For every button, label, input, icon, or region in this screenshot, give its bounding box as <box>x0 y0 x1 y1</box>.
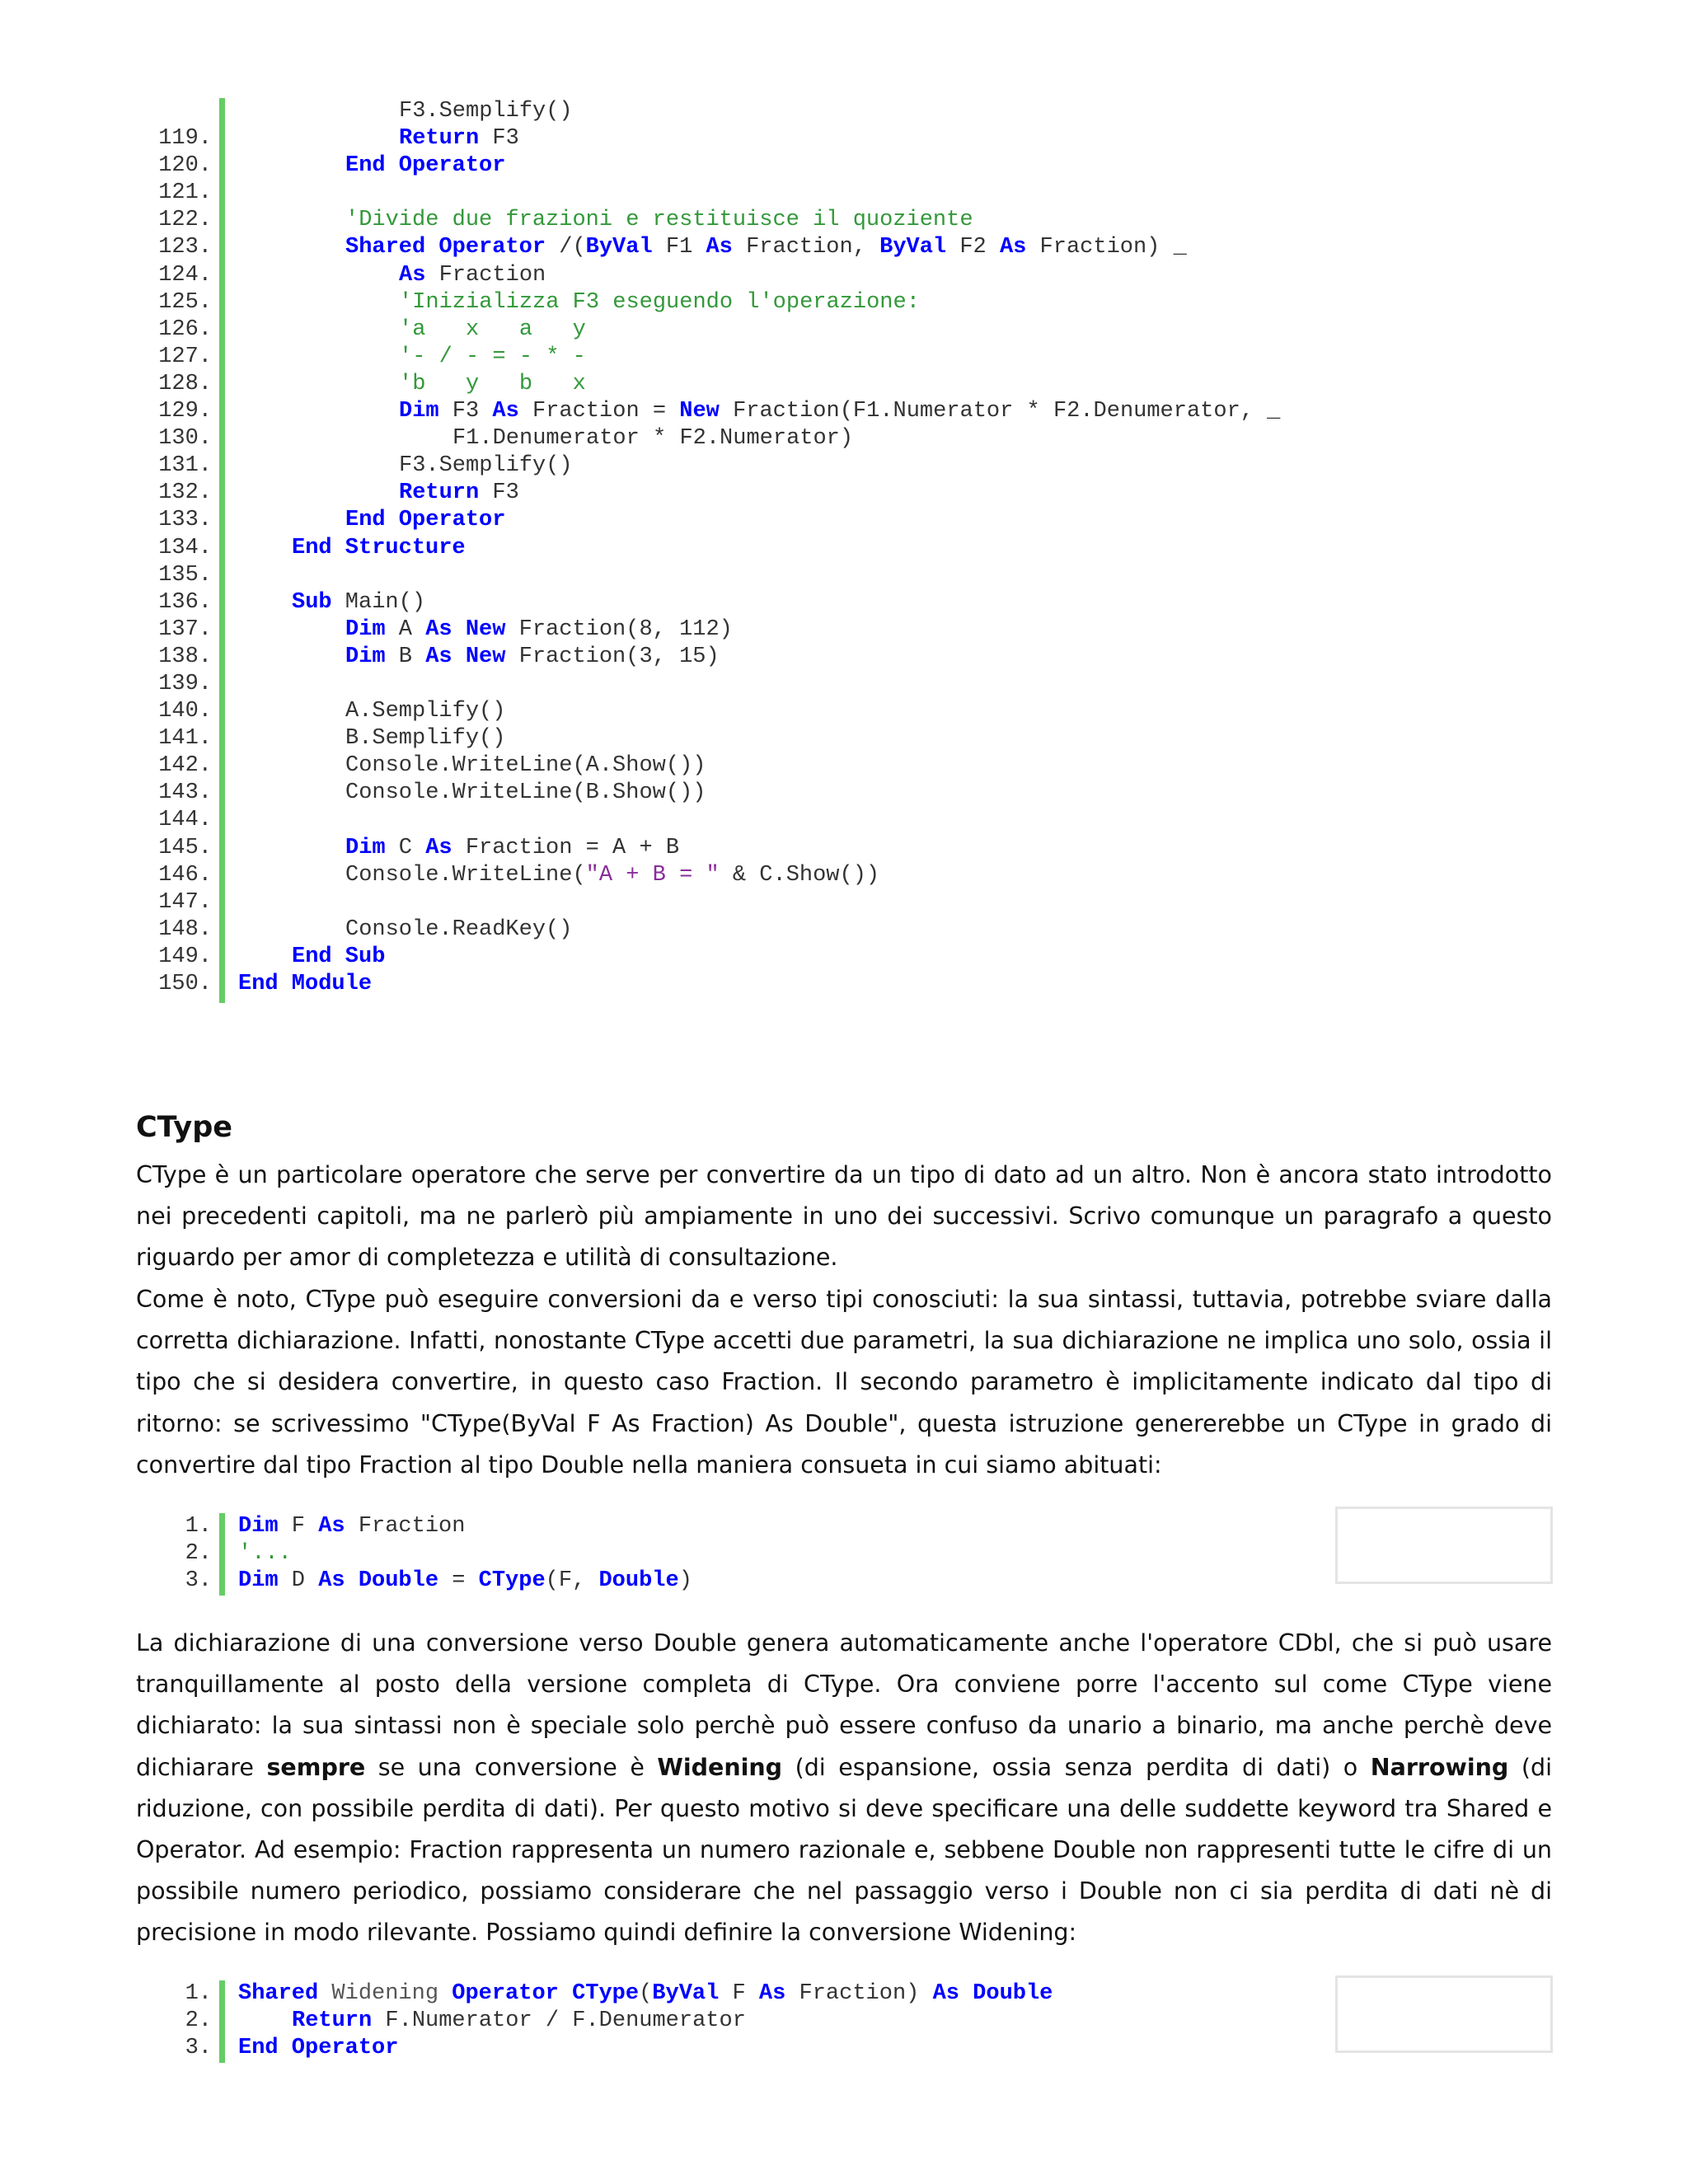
code-token: Fraction) _ <box>1026 235 1187 260</box>
code-token: Fraction(8, 112) <box>505 616 733 642</box>
line-number: 2. <box>185 2008 212 2034</box>
code-line <box>0 98 1688 125</box>
code-text <box>399 289 920 316</box>
code-keyword: As Double <box>932 1981 1053 2006</box>
line-number: 145. <box>158 835 212 860</box>
line-number: 120. <box>158 153 212 179</box>
code-token: F3 <box>438 399 493 424</box>
code-keyword: As <box>706 235 733 260</box>
line-number: 119. <box>158 126 212 152</box>
code-keyword: As New <box>425 644 506 669</box>
code-text <box>292 589 425 616</box>
line-number: 127. <box>158 344 212 369</box>
code-token: F3 <box>479 480 519 506</box>
code-keyword: CType <box>478 1568 546 1594</box>
code-line <box>0 480 1688 507</box>
code-line <box>0 862 1688 889</box>
code-comment: 'a x a y <box>399 316 586 342</box>
line-number: 1. <box>185 1981 212 2006</box>
code-keyword: Double <box>358 1568 439 1594</box>
code-token: Widening <box>318 1981 452 2006</box>
code-text <box>345 916 572 944</box>
line-number: 136. <box>158 589 212 615</box>
line-number: 147. <box>158 889 212 915</box>
line-number: 3. <box>185 2036 212 2061</box>
code-text <box>345 234 1187 261</box>
code-keyword: Return <box>292 2008 373 2034</box>
code-line <box>0 125 1688 152</box>
line-number: 126. <box>158 316 212 342</box>
emphasis-sempre: sempre <box>266 1753 366 1781</box>
code-token: = <box>438 1568 479 1594</box>
code-line <box>0 262 1688 289</box>
code-text <box>292 944 385 971</box>
line-number: 143. <box>158 780 212 806</box>
code-line <box>0 316 1688 344</box>
code-keyword: End Module <box>238 972 373 996</box>
line-number: 146. <box>158 862 212 888</box>
code-token: F <box>719 1981 759 2006</box>
code-lines <box>0 98 1688 998</box>
code-text <box>292 535 466 562</box>
code-keyword: As <box>318 1514 345 1539</box>
code-token: Fraction <box>345 1514 466 1539</box>
code-text <box>345 207 973 234</box>
code-token: Fraction = A + B <box>452 835 680 860</box>
code-token: F2 <box>946 235 1000 260</box>
code-line <box>0 944 1688 971</box>
section-title: CType <box>136 1111 233 1144</box>
line-number: 140. <box>158 699 212 724</box>
code-block-top <box>0 98 1688 998</box>
line-number: 137. <box>158 616 212 642</box>
emphasis-narrowing: Narrowing <box>1370 1753 1509 1781</box>
line-number: 142. <box>158 753 212 779</box>
code-line <box>0 398 1688 425</box>
code-token: D <box>278 1568 319 1594</box>
code-keyword: End Operator <box>345 153 506 179</box>
code-token: F3 <box>479 126 519 152</box>
code-keyword: As <box>425 835 452 860</box>
code-line <box>0 971 1688 998</box>
code-keyword: Dim <box>345 644 386 669</box>
code-text <box>238 1568 692 1595</box>
code-keyword: Dim <box>238 1568 279 1594</box>
code-token: Fraction) <box>785 1981 933 2006</box>
code-text <box>345 507 505 534</box>
code-line <box>0 289 1688 316</box>
code-keyword: As <box>492 399 519 424</box>
code-line <box>0 589 1688 616</box>
line-number: 2. <box>185 1541 212 1567</box>
paragraph-intro: CType è un particolare operatore che serve per convertire da un tipo di dato ad un altro. Non è ancora stato introdotto nei precedenti capitoli, ma ne parlerò più ampiamente in uno dei successivi. Scrivo comunque un paragrafo a questo riguardo per amor di completezza e utilità di consultazione. <box>136 1161 1552 1272</box>
code-line <box>0 698 1688 725</box>
code-keyword: Shared Operator <box>345 235 546 260</box>
code-token: Console.WriteLine( <box>345 862 586 888</box>
code-text <box>238 1540 292 1568</box>
code-keyword: ByVal <box>585 235 653 260</box>
code-keyword: As <box>318 1568 345 1594</box>
code-keyword: Dim <box>345 835 386 860</box>
line-number: 1. <box>185 1514 212 1539</box>
code-text <box>345 152 505 180</box>
code-text <box>238 971 372 998</box>
code-token: Fraction(F1.Numerator * F2.Denumerator, _ <box>719 399 1281 424</box>
code-text <box>452 425 853 452</box>
code-text <box>238 1980 1053 2008</box>
code-text <box>345 616 733 644</box>
code-keyword: End Sub <box>292 944 386 969</box>
code-text <box>399 262 546 289</box>
line-number: 139. <box>158 671 212 696</box>
line-number: 129. <box>158 399 212 424</box>
code-text <box>399 98 573 125</box>
code-text <box>345 698 505 725</box>
code-token: Console.WriteLine(A.Show()) <box>345 753 706 779</box>
code-token: (F, <box>545 1568 599 1594</box>
line-number: 150. <box>158 972 212 996</box>
code-token: B <box>385 644 426 669</box>
code-text <box>238 1513 465 1540</box>
code-keyword: Dim <box>399 399 439 424</box>
code-text <box>345 835 679 862</box>
code-keyword: Operator CType <box>452 1981 640 2006</box>
code-line <box>0 725 1688 752</box>
paragraph-widening: La dichiarazione di una conversione verso Double genera automaticamente anche l'operatore CDbl, che si può usare tranquillamente al posto della versione completa di CType. Ora conviene porre l'accento sul come CType viene dichiarato: la sua sintassi non è speciale solo perchè può essere confuso da unario a binario, ma anche perchè deve dichiarare sempre se una conversione è Widening (di espansione, ossia senza perdita di dati) o Narrowing (di riduzione, con possibile perdita di dati). Per questo motivo si deve specificare una delle suddette keyword tra Shared e Operator. Ad esempio: Fraction rappresenta un numero razionale e, sebbene Double non rappresenti tutte le cifre di un possibile numero periodico, possiamo considerare che nel passaggio verso i Double non ci sia perdita di dati nè di precisione in modo rilevante. Possiamo quindi definire la conversione Widening: <box>136 1629 1552 1947</box>
emphasis-widening: Widening <box>657 1753 783 1781</box>
code-token: A.Semplify() <box>345 699 506 724</box>
code-token: A <box>385 616 426 642</box>
code-line <box>0 152 1688 180</box>
line-number: 138. <box>158 644 212 669</box>
code-line <box>0 616 1688 644</box>
code-token: Console.WriteLine(B.Show()) <box>345 780 706 806</box>
code-line <box>0 916 1688 944</box>
code-keyword: New <box>679 399 720 424</box>
code-comment: '- / - = - * - <box>399 344 586 369</box>
code-line <box>0 452 1688 480</box>
code-line <box>0 780 1688 807</box>
code-comment: 'b y b x <box>399 371 586 396</box>
code-token: Fraction, <box>732 235 880 260</box>
line-number: 128. <box>158 371 212 396</box>
code-token: & C.Show()) <box>719 862 880 888</box>
code-token: ) <box>678 1568 692 1594</box>
line-number: 149. <box>158 944 212 969</box>
code-keyword: Dim <box>345 616 386 642</box>
line-number: 125. <box>158 289 212 315</box>
line-number: 131. <box>158 453 212 479</box>
code-keyword: Shared <box>238 1981 319 2006</box>
code-text <box>399 316 586 344</box>
line-number: 135. <box>158 562 212 588</box>
code-token: C <box>385 835 426 860</box>
code-keyword: Return <box>399 126 480 152</box>
code-line <box>0 344 1688 371</box>
code-line <box>0 535 1688 562</box>
code-token: F1.Denumerator * F2.Numerator) <box>452 426 854 452</box>
code-text <box>345 725 505 752</box>
code-comment: 'Inizializza F3 eseguendo l'operazione: <box>399 289 920 315</box>
code-text <box>399 371 586 398</box>
code-text <box>345 644 720 671</box>
code-token: Fraction <box>425 262 546 288</box>
code-keyword: Double <box>598 1568 679 1594</box>
line-number: 121. <box>158 180 212 206</box>
code-keyword: Dim <box>238 1514 279 1539</box>
code-token <box>345 1568 359 1593</box>
line-number: 132. <box>158 480 212 506</box>
line-number: 130. <box>158 426 212 452</box>
code-keyword: Return <box>399 480 480 506</box>
code-keyword: End Structure <box>292 535 466 560</box>
code-text <box>399 398 1280 425</box>
code-text <box>345 752 706 780</box>
paragraph-syntax: Come è noto, CType può eseguire conversioni da e verso tipi conosciuti: la sua sintassi, tuttavia, potrebbe sviare dalla corretta dichiarazione. Infatti, nonostante CType accetti due parametri, la sua dichiarazione ne implica uno solo, ossia il tipo che si desidera convertire, in questo caso Fraction. Il secondo parametro è implicitamente indicato dal tipo di ritorno: se scrivessimo "CType(ByVal F As Fraction) As Double", questa istruzione genererebbe un CType in grado di convertire dal tipo Fraction al tipo Double nella maniera consueta in cui siamo abituati: <box>136 1286 1552 1479</box>
code-keyword: As <box>999 235 1027 260</box>
code-keyword: As <box>758 1981 786 2006</box>
line-number: 123. <box>158 235 212 260</box>
code-text <box>399 344 586 371</box>
code-line <box>0 507 1688 534</box>
code-line <box>0 425 1688 452</box>
code-comment: 'Divide due frazioni e restituisce il quoziente <box>345 208 973 233</box>
line-number: 134. <box>158 535 212 560</box>
line-number: 3. <box>185 1568 212 1594</box>
code-keyword: Sub <box>292 589 332 615</box>
code-line <box>0 207 1688 234</box>
code-line <box>0 180 1688 207</box>
code-text <box>399 125 519 152</box>
line-number: 148. <box>158 916 212 942</box>
code-text <box>238 2035 398 2062</box>
code-toolbar-box <box>1335 1507 1553 1584</box>
code-token: ( <box>639 1981 653 2006</box>
line-number: 124. <box>158 262 212 288</box>
code-keyword: As New <box>425 616 506 642</box>
code-token: F <box>278 1514 319 1539</box>
code-token: Fraction = <box>518 399 680 424</box>
code-token: B.Semplify() <box>345 726 506 752</box>
code-keyword: ByVal <box>879 235 947 260</box>
code-keyword: As <box>399 262 426 288</box>
code-string: "A + B = " <box>585 862 720 888</box>
code-line <box>0 371 1688 398</box>
line-number: 122. <box>158 208 212 233</box>
code-keyword: End Operator <box>238 2036 399 2061</box>
code-token: F.Numerator / F.Denumerator <box>372 2008 746 2034</box>
code-line <box>0 562 1688 589</box>
code-line <box>0 644 1688 671</box>
code-token: /( <box>546 235 586 260</box>
code-line <box>0 889 1688 916</box>
line-number: 144. <box>158 808 212 833</box>
code-text <box>292 2008 746 2035</box>
code-line <box>0 807 1688 834</box>
code-line <box>0 671 1688 698</box>
code-line <box>0 234 1688 261</box>
code-text <box>345 862 879 889</box>
line-number: 141. <box>158 726 212 752</box>
code-token: F3.Semplify() <box>399 453 573 479</box>
code-token: F1 <box>652 235 706 260</box>
code-comment: '... <box>238 1541 292 1567</box>
code-line <box>0 752 1688 780</box>
line-number: 133. <box>158 508 212 533</box>
code-token: Main() <box>331 589 426 615</box>
code-token: Fraction(3, 15) <box>505 644 720 669</box>
code-text <box>399 480 519 507</box>
code-toolbar-box <box>1335 1975 1553 2053</box>
code-text <box>399 452 573 480</box>
code-line <box>0 835 1688 862</box>
code-keyword: End Operator <box>345 508 506 533</box>
code-token: F3.Semplify() <box>399 99 573 124</box>
code-text <box>345 780 706 807</box>
code-keyword: ByVal <box>652 1981 720 2006</box>
code-token: Console.ReadKey() <box>345 916 573 942</box>
